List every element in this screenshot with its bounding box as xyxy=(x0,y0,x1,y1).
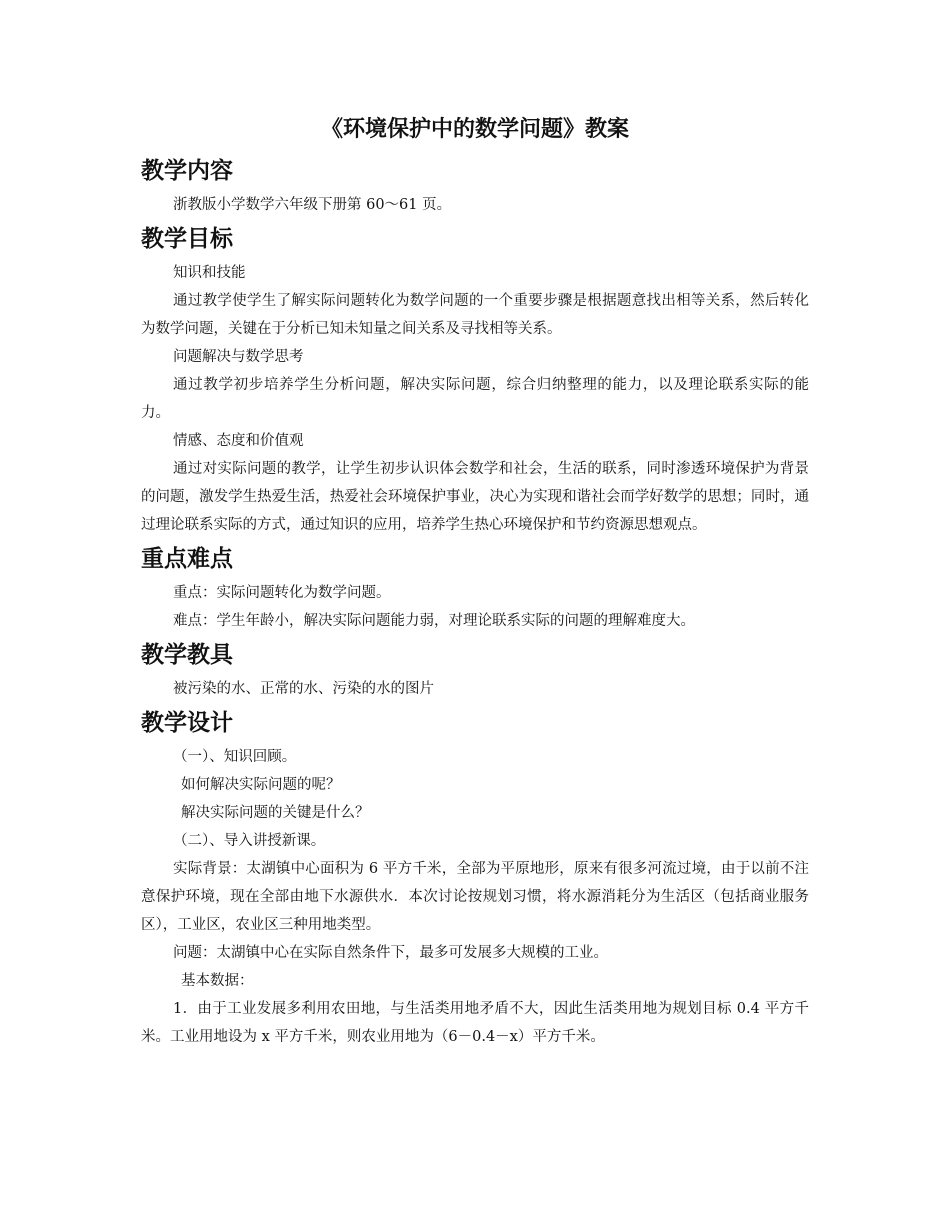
step-new-lesson: （二）、导入讲授新课。 xyxy=(173,833,326,849)
paragraph-knowledge-skills: 通过教学使学生了解实际问题转化为数学问题的一个重要步骤是根据题意找出相等关系，然后转化为数学问题，关键在于分析已知未知量之间关系及寻找相等关系。 xyxy=(141,293,809,337)
heading-teaching-content: 教学内容 xyxy=(141,158,233,184)
heading-teaching-goals: 教学目标 xyxy=(141,226,233,252)
list-item-1: 1．由于工业发展多利用农田地，与生活类用地矛盾不大，因此生活类用地为规划目标 0.4 平方千米。工业用地设为 x 平方千米，则农业用地为（6－0.4－x）平方千米。 xyxy=(141,1001,809,1045)
heading-teaching-tools: 教学教具 xyxy=(141,642,233,668)
subheading-problem-solving: 问题解决与数学思考 xyxy=(173,349,304,365)
subheading-emotion-values: 情感、态度和价值观 xyxy=(173,433,304,449)
document-title: 《环境保护中的数学问题》教案 xyxy=(320,116,629,142)
heading-teaching-design: 教学设计 xyxy=(141,710,233,736)
question-how-to-solve: 如何解决实际问题的呢？ xyxy=(181,777,341,793)
paragraph-problem-solving: 通过教学初步培养学生分析问题，解决实际问题，综合归纳整理的能力，以及理论联系实际的能力。 xyxy=(141,377,809,421)
question-key-point: 解决实际问题的关键是什么？ xyxy=(181,805,370,821)
paragraph-background: 实际背景：太湖镇中心面积为 6 平方千米，全部为平原地形，原来有很多河流过境，由于以前不注意保护环境，现在全部由地下水源供水．本次讨论按规划习惯，将水源消耗分为生活区（包括商业服务区），工业区，农业区三种用地类型。 xyxy=(141,861,809,933)
step-knowledge-review: （一）、知识回顾。 xyxy=(173,749,297,765)
paragraph-emotion-values: 通过对实际问题的教学，让学生初步认识体会数学和社会，生活的联系，同时渗透环境保护为背景的问题，激发学生热爱生活，热爱社会环境保护事业，决心为实现和谐社会而学好数学的思想；同时，通过理论联系实际的方式，通过知识的应用，培养学生热心环境保护和节约资源思想观点。 xyxy=(141,461,809,533)
paragraph-difficulty: 难点：学生年龄小，解决实际问题能力弱，对理论联系实际的问题的理解难度大。 xyxy=(173,613,695,629)
heading-key-points: 重点难点 xyxy=(141,546,233,572)
paragraph-tools: 被污染的水、正常的水、污染的水的图片 xyxy=(173,681,434,697)
paragraph-focus: 重点：实际问题转化为数学问题。 xyxy=(173,585,391,601)
document-body xyxy=(141,151,809,1051)
subheading-knowledge-skills: 知识和技能 xyxy=(173,265,246,281)
paragraph-question: 问题：太湖镇中心在实际自然条件下，最多可发展多大规模的工业。 xyxy=(173,945,608,961)
label-basic-data: 基本数据： xyxy=(181,973,254,989)
paragraph-textbook-pages: 浙教版小学数学六年级下册第 60～61 页。 xyxy=(173,197,452,213)
